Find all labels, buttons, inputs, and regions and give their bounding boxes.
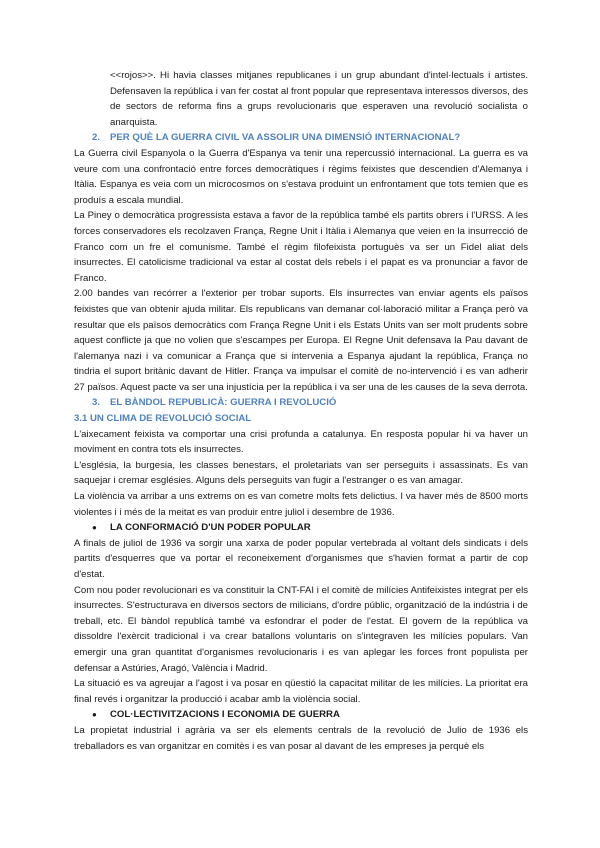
paragraph-intro-continued: <<rojos>>. Hi havia classes mitjanes republicanes i un grup abundant d'intel·lectuals i artistes. Defensaven la república i van fer costat al front popular que representava interessos diversos, des de sectors de reforma fins a grups revolucionaris que esperaven una revolució socialista o anarquista. (110, 70, 528, 128)
section-heading-2 (74, 130, 528, 146)
bullet-dot-icon: ● (92, 710, 97, 720)
subsection-heading-3-1: 3.1 UN CLIMA DE REVOLUCIÓ SOCIAL (74, 413, 252, 425)
paragraph: La Guerra civil Espanyola o la Guerra d'Espanya va tenir una repercussió internacional. La guerra es va veure com una confrontació entre forces democràtiques i règims feixistes que descendien d'Alemanya i Itàlia. Espanya es veia com un microcosmos on s'estava produint un enfrontament que tots temien que es produís a escala mundial. (74, 147, 528, 206)
paragraph: 2.00 bandes van recórrer a l'exterior per trobar suports. Els insurrectes van enviar agents els països feixistes que van obtenir ajuda militar. Els republicans van demanar col·laboració militar a França però va resultar que els països democràtics com França Regne Unit i els Estats Units van ser molt prudents sobre aquest conflicte ja que no volien que s'escampes per Europa. El Regne Unit defensava la Pau davant de l'alemanya nazi i va comunicar a França que si intervenia a Espanya ajudant la república, França no tindria el suport britànic davant de Hitler. França va impulsar el comitè de no-intervenció i es van adherir 27 països. Aquest pacte va ser una injustícia per la república i va ser una de les causes de la seva derrota. (74, 288, 528, 393)
paragraph: La propietat industrial i agrària va ser els elements centrals de la revolució de Julio de 1936 els treballadors es van organitzar en comitès i es van posar al davant de les empreses ja perquè els (74, 724, 528, 752)
bullet-heading-text: COL·LECTIVITZACIONS I ECONOMIA DE GUERRA (110, 709, 340, 721)
paragraph: L'església, la burgesia, les classes benestars, el proletariats van ser perseguits i assassinats. Es van saquejar i cremar esglésies. Alguns dels perseguits van fugir a l'estranger o es van amagar. (74, 459, 528, 487)
bullet-heading (74, 520, 528, 536)
paragraph: La situació es va agreujar a l'agost i va posar en qüestió la capacitat militar de les milícies. La prioritat era final revés i organitzar la producció i acabar amb la violència social. (74, 678, 528, 705)
paragraph: La violència va arribar a uns extrems on es van cometre molts fets delictius. I va haver més de 8500 morts violentes i i més de la meitat es van produir entre juliol i desembre de 1936. (74, 491, 528, 518)
paragraph: La Piney o democràtica progressista estava a favor de la república també els partits obrers i l'URSS. A les forces conservadores els recolzaven França, Regne Unit i Itàlia i Alemanya que veien en la insurrecció de Franco com un fre el comunisme. També el règim filofeixista portuguès va ser un Fidel aliat dels insurrectes. El catolicisme tradicional va estar al costat dels rebels i el papat es va pronunciar a favor de Franco. (74, 210, 528, 284)
paragraph: A finals de juliol de 1936 va sorgir una xarxa de poder popular vertebrada al voltant dels sindicats i dels partits d'esquerres que va portar el reconeixement d'organismes que s'havien format a partir de cop d'estat. (74, 537, 528, 580)
section-number: 2. (92, 132, 101, 144)
section-title: EL BÀNDOL REPUBLICÀ: GUERRA I REVOLUCIÓ (110, 397, 337, 409)
bullet-heading-text: LA CONFORMACIÓ D'UN PODER POPULAR (110, 522, 311, 534)
bullet-heading (74, 707, 528, 723)
section-title: PER QUÈ LA GUERRA CIVIL VA ASSOLIR UNA DIMENSIÓ INTERNACIONAL? (110, 132, 461, 144)
paragraph: Com nou poder revolucionari es va constituir la CNT-FAI i el comitè de milícies Antifeixistes integrat per els insurrectes. S'estructurava en diversos sectors de milicians, d'ordre públic, organització de la indústria i de treball, etc. El bàndol republicà també va esfondrar el poder de l'estat. El govern de la república va dissoldre l'exèrcit tradicional i va crear batallons voluntaris on s'integraven les milícies populars. Van emergir una gran quantitat d'organismes revolucionaris i es van aplegar les forces front populista per defensar a Astúries, Aragó, València i Madrid. (74, 584, 528, 674)
section-number: 3. (92, 397, 101, 409)
bullet-dot-icon: ● (92, 523, 97, 533)
paragraph: L'aixecament feixista va comportar una crisi profunda a catalunya. En resposta popular hi va haver un moviment en contra tots els insurrectes. (74, 428, 528, 456)
section-heading-3 (74, 395, 528, 411)
